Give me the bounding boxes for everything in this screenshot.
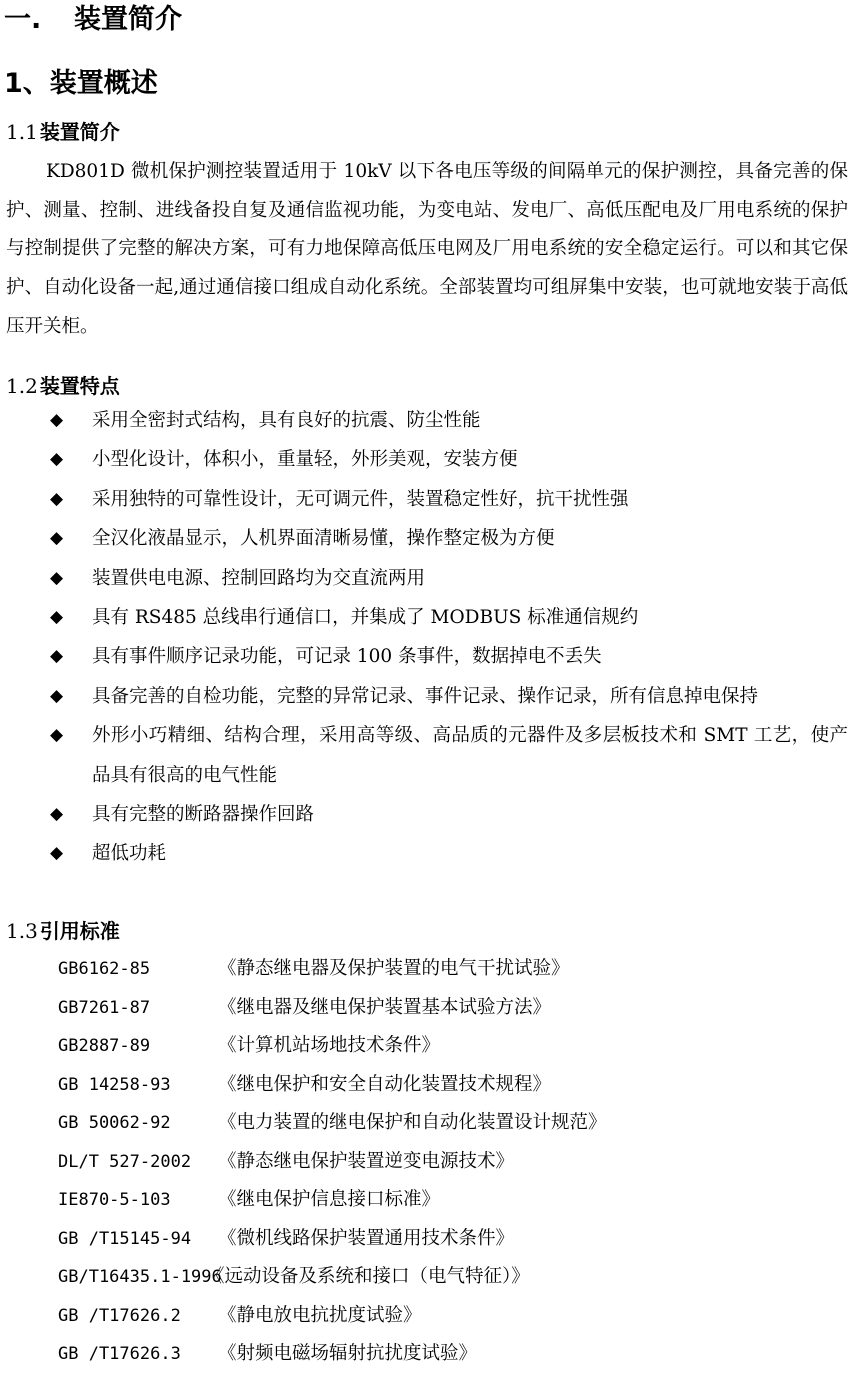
standard-name: 《静电放电抗扰度试验》 <box>218 1304 422 1326</box>
standard-code: GB /T17626.3 <box>58 1344 181 1364</box>
diamond-bullet-icon: ◆ <box>50 528 64 549</box>
feature-item <box>0 834 848 873</box>
feature-item <box>0 716 848 795</box>
diamond-bullet-icon: ◆ <box>50 607 64 628</box>
feature-text: 具有完整的断路器操作回路 <box>92 804 315 826</box>
standard-code: GB/T16435.1-1996 <box>58 1267 222 1287</box>
feature-item <box>0 637 848 676</box>
standard-name: 《继电保护信息接口标准》 <box>218 1189 441 1210</box>
subsection-title-standards <box>6 917 120 945</box>
standard-name: 《射频电磁场辐射抗扰度试验》 <box>218 1343 478 1364</box>
feature-text: 全汉化液晶显示，人机界面清晰易懂，操作整定极为方便 <box>92 528 555 550</box>
chapter-number: 一. <box>4 4 42 35</box>
standard-name: 《继电器及继电保护装置基本试验方法》 <box>218 996 552 1018</box>
chapter-title-text: 装置简介 <box>74 4 182 35</box>
standard-code: GB /T15145-94 <box>58 1228 192 1249</box>
feature-item <box>0 559 848 598</box>
diamond-bullet-icon: ◆ <box>50 725 64 746</box>
feature-text: 外形小巧精细、结构合理，采用高等级、高品质的元器件及多层板技术和 SMT 工艺，使产品具有很高的电气性能 <box>92 725 848 786</box>
diamond-bullet-icon: ◆ <box>50 410 64 430</box>
subsection-number: 1.1 <box>6 120 38 144</box>
standard-code: GB6162-85 <box>58 959 151 979</box>
subsection-number: 1.3 <box>6 919 38 943</box>
feature-text: 具备完善的自检功能，完整的异常记录、事件记录、操作记录，所有信息掉电保持 <box>92 685 759 707</box>
standard-code: GB 50062-92 <box>58 1113 171 1133</box>
diamond-bullet-icon: ◆ <box>50 449 64 470</box>
diamond-bullet-icon: ◆ <box>50 804 64 825</box>
diamond-bullet-icon: ◆ <box>50 567 64 588</box>
standard-item <box>0 1181 860 1220</box>
feature-text: 具有事件顺序记录功能，可记录 100 条事件，数据掉电不丢失 <box>92 646 602 668</box>
standard-item <box>0 1027 860 1066</box>
feature-text: 具有 RS485 总线串行通信口，并集成了 MODBUS 标准通信规约 <box>92 607 639 629</box>
diamond-bullet-icon: ◆ <box>50 843 64 864</box>
chapter-title <box>4 2 182 38</box>
subsection-title-text: 装置简介 <box>39 120 120 144</box>
feature-list <box>0 401 860 874</box>
standard-item <box>0 1220 860 1259</box>
standard-name: 《电力装置的继电保护和自动化装置设计规范》 <box>218 1112 607 1133</box>
standard-code: GB 14258-93 <box>58 1074 171 1095</box>
standard-item <box>0 1297 860 1336</box>
overview-paragraph: KD801D 微机保护测控装置适用于 10kV 以下各电压等级的间隔单元的保护测控，具备完善的保护、测量、控制、进线备投自复及通信监视功能，为变电站、发电厂、高低压配电及厂用电系统的保护与控制提供了完整的解决方案，可有力地保障高低压电网及厂用电系统的安全稳定运行。可以和其它保护、自动化设备一起,通过通信接口组成自动化系统。全部装置均可组屏集中安装，也可就地安装于高低压开关柜。 <box>6 161 848 337</box>
standard-code: IE870-5-103 <box>58 1190 171 1210</box>
feature-text: 采用全密封式结构，具有良好的抗震、防尘性能 <box>92 410 481 431</box>
standard-name: 《继电保护和安全自动化装置技术规程》 <box>218 1073 552 1095</box>
standards-list <box>0 950 860 1374</box>
feature-text: 装置供电电源、控制回路均为交直流两用 <box>92 567 426 589</box>
feature-item <box>0 677 848 716</box>
subsection-title-text: 装置特点 <box>39 374 120 398</box>
standard-item <box>0 1104 860 1143</box>
standard-name: 《静态继电保护装置逆变电源技术》 <box>218 1150 515 1172</box>
standard-code: DL/T 527-2002 <box>58 1151 192 1172</box>
diamond-bullet-icon: ◆ <box>50 488 64 509</box>
feature-text: 小型化设计，体积小，重量轻，外形美观，安装方便 <box>92 449 518 471</box>
standard-name: 《微机线路保护装置通用技术条件》 <box>218 1227 515 1249</box>
standard-code: GB7261-87 <box>58 997 151 1018</box>
subsection-number: 1.2 <box>6 374 38 398</box>
standard-code: GB2887-89 <box>58 1036 151 1056</box>
standard-name: 《静态继电器及保护装置的电气干扰试验》 <box>218 958 570 979</box>
feature-item <box>0 519 848 558</box>
diamond-bullet-icon: ◆ <box>50 685 64 706</box>
subsection-title-text: 引用标准 <box>39 919 120 943</box>
section-title: 1、装置概述 <box>4 68 158 99</box>
standard-item <box>0 1066 860 1105</box>
feature-text: 超低功耗 <box>92 843 167 865</box>
feature-item <box>0 401 848 440</box>
feature-text: 采用独特的可靠性设计，无可调元件，装置稳定性好，抗干扰性强 <box>92 488 629 510</box>
feature-item <box>0 480 848 519</box>
standard-item <box>0 989 860 1028</box>
standard-name: 《计算机站场地技术条件》 <box>218 1035 441 1056</box>
standard-item <box>0 1335 860 1374</box>
subsection-title-features <box>6 372 120 400</box>
feature-item <box>0 440 848 479</box>
standard-code: GB /T17626.2 <box>58 1305 181 1326</box>
standard-item <box>0 1258 860 1297</box>
standard-item <box>0 1143 860 1182</box>
subsection-title-overview <box>6 118 120 146</box>
standard-name: 《远动设备及系统和接口（电气特征）》 <box>206 1266 530 1287</box>
diamond-bullet-icon: ◆ <box>50 646 64 667</box>
feature-item <box>0 795 848 834</box>
feature-item <box>0 598 848 637</box>
standard-item <box>0 950 860 989</box>
